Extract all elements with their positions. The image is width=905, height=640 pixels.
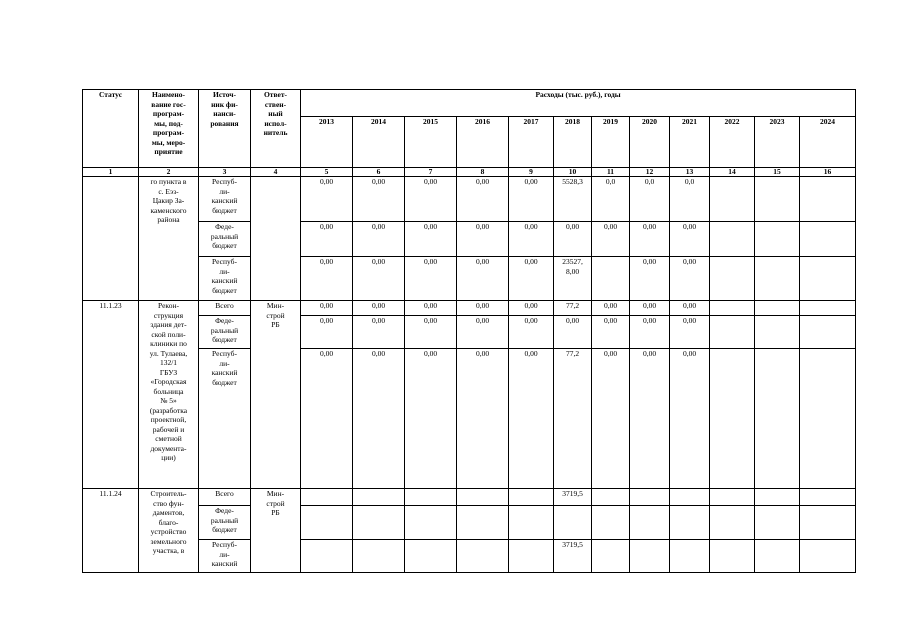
header-year: 2019 <box>592 117 630 168</box>
header-year: 2016 <box>457 117 509 168</box>
empty-cell <box>755 506 800 540</box>
value-cell: 0,00 <box>670 301 710 316</box>
value-cell: 0,00 <box>592 349 630 489</box>
empty-cell <box>710 301 755 316</box>
header-expenses: Расходы (тыс. руб.), годы <box>301 90 856 117</box>
table-row <box>83 301 856 316</box>
value-cell: 0,00 <box>630 222 670 257</box>
empty-cell <box>800 349 856 489</box>
value-cell: 0,00 <box>457 177 509 222</box>
value-cell <box>554 506 592 540</box>
value-cell: 0,00 <box>630 257 670 301</box>
value-cell <box>630 540 670 573</box>
header-year: 2013 <box>301 117 353 168</box>
column-number: 8 <box>457 168 509 177</box>
empty-cell <box>800 540 856 573</box>
empty-cell <box>800 222 856 257</box>
value-cell: 0,00 <box>554 316 592 349</box>
value-cell: 0,00 <box>630 316 670 349</box>
header-year: 2020 <box>630 117 670 168</box>
value-cell <box>405 506 457 540</box>
executor-cell <box>251 177 301 301</box>
value-cell: 0,0 <box>630 177 670 222</box>
value-cell: 0,00 <box>301 349 353 489</box>
status-cell <box>83 177 139 301</box>
column-number: 10 <box>554 168 592 177</box>
column-number: 14 <box>710 168 755 177</box>
empty-cell <box>710 349 755 489</box>
empty-cell <box>710 257 755 301</box>
executor-cell: Мин- строй РБ <box>251 489 301 573</box>
value-cell: 0,00 <box>554 222 592 257</box>
value-cell: 0,00 <box>405 257 457 301</box>
funding-source: Респуб- ли- канский бюджет <box>199 257 251 301</box>
value-cell <box>630 489 670 506</box>
column-number: 11 <box>592 168 630 177</box>
measure-name: го пункта в с. Еэз- Цакир За- каменского района <box>139 177 199 301</box>
value-cell: 3719,5 <box>554 489 592 506</box>
empty-cell <box>800 316 856 349</box>
table-row <box>83 257 856 301</box>
value-cell: 0,00 <box>592 222 630 257</box>
empty-cell <box>755 257 800 301</box>
value-cell: 0,00 <box>509 177 554 222</box>
table-row <box>83 489 856 506</box>
value-cell: 0,00 <box>457 257 509 301</box>
header-source: Источ- ник фи- нанси- рования <box>199 90 251 168</box>
value-cell: 0,00 <box>353 177 405 222</box>
funding-source: Респуб- ли- канский бюджет <box>199 349 251 489</box>
value-cell: 0,00 <box>509 257 554 301</box>
value-cell: 0,00 <box>301 177 353 222</box>
empty-cell <box>755 301 800 316</box>
value-cell: 0,00 <box>592 316 630 349</box>
empty-cell <box>800 506 856 540</box>
value-cell <box>670 506 710 540</box>
header-year: 2015 <box>405 117 457 168</box>
empty-cell <box>755 177 800 222</box>
empty-cell <box>800 489 856 506</box>
value-cell: 0,00 <box>592 301 630 316</box>
funding-source: Феде- ральный бюджет <box>199 222 251 257</box>
value-cell: 0,00 <box>670 257 710 301</box>
funding-source: Респуб- ли- канский бюджет <box>199 177 251 222</box>
funding-source: Всего <box>199 489 251 506</box>
value-cell <box>457 506 509 540</box>
value-cell: 3719,5 <box>554 540 592 573</box>
value-cell <box>457 489 509 506</box>
value-cell: 77,2 <box>554 301 592 316</box>
column-number: 2 <box>139 168 199 177</box>
value-cell: 0,00 <box>670 349 710 489</box>
empty-cell <box>710 177 755 222</box>
table-row <box>83 506 856 540</box>
value-cell: 0,00 <box>670 316 710 349</box>
value-cell <box>670 489 710 506</box>
value-cell <box>592 489 630 506</box>
empty-cell <box>755 316 800 349</box>
column-number: 7 <box>405 168 457 177</box>
empty-cell <box>710 222 755 257</box>
value-cell: 0,00 <box>301 316 353 349</box>
empty-cell <box>800 177 856 222</box>
empty-cell <box>710 489 755 506</box>
status-cell: 11.1.24 <box>83 489 139 573</box>
value-cell <box>353 506 405 540</box>
funding-source: Респуб- ли- канский <box>199 540 251 573</box>
column-number: 5 <box>301 168 353 177</box>
funding-source: Феде- ральный бюджет <box>199 506 251 540</box>
column-number: 13 <box>670 168 710 177</box>
value-cell <box>301 506 353 540</box>
funding-source: Феде- ральный бюджет <box>199 316 251 349</box>
value-cell: 0,00 <box>630 301 670 316</box>
value-cell <box>509 540 554 573</box>
header-year: 2018 <box>554 117 592 168</box>
value-cell <box>592 540 630 573</box>
value-cell: 0,00 <box>457 301 509 316</box>
value-cell: 0,00 <box>353 349 405 489</box>
budget-table <box>82 89 856 573</box>
value-cell: 0,00 <box>405 177 457 222</box>
value-cell: 0,00 <box>353 316 405 349</box>
value-cell: 0,00 <box>353 257 405 301</box>
value-cell: 0,00 <box>353 222 405 257</box>
measure-name: Строитель- ство фун- даментов, благо- устройство земельного участка, в <box>139 489 199 573</box>
value-cell: 0,00 <box>301 301 353 316</box>
empty-cell <box>755 349 800 489</box>
column-number: 12 <box>630 168 670 177</box>
value-cell: 0,00 <box>301 257 353 301</box>
table-row <box>83 222 856 257</box>
value-cell: 0,00 <box>509 301 554 316</box>
header-status: Статус <box>83 90 139 168</box>
empty-cell <box>755 540 800 573</box>
value-cell <box>405 540 457 573</box>
value-cell: 0,0 <box>592 177 630 222</box>
column-number: 3 <box>199 168 251 177</box>
value-cell: 0,00 <box>457 316 509 349</box>
value-cell: 0,00 <box>457 349 509 489</box>
value-cell <box>509 489 554 506</box>
header-year: 2024 <box>800 117 856 168</box>
value-cell <box>509 506 554 540</box>
value-cell: 77,2 <box>554 349 592 489</box>
value-cell: 0,00 <box>353 301 405 316</box>
value-cell <box>353 540 405 573</box>
table-row <box>83 349 856 489</box>
value-cell: 0,00 <box>509 316 554 349</box>
column-number: 6 <box>353 168 405 177</box>
value-cell: 0,00 <box>301 222 353 257</box>
header-year: 2023 <box>755 117 800 168</box>
table-row <box>83 540 856 573</box>
measure-name: Рекон- струкция здания дет- ской поли- клиники по ул. Тулаева, 132/1 ГБУЗ «Городская больница № 5» (разработка проектной, рабочей и сметной документа- ции) <box>139 301 199 489</box>
header-year: 2014 <box>353 117 405 168</box>
header-year: 2017 <box>509 117 554 168</box>
empty-cell <box>710 506 755 540</box>
empty-cell <box>800 257 856 301</box>
empty-cell <box>710 316 755 349</box>
value-cell <box>301 489 353 506</box>
value-cell <box>592 257 630 301</box>
value-cell: 0,00 <box>509 349 554 489</box>
status-cell: 11.1.23 <box>83 301 139 489</box>
value-cell: 0,00 <box>670 222 710 257</box>
header-year: 2021 <box>670 117 710 168</box>
table-row <box>83 177 856 222</box>
value-cell: 0,00 <box>630 349 670 489</box>
column-number: 1 <box>83 168 139 177</box>
value-cell: 0,00 <box>405 222 457 257</box>
header-year: 2022 <box>710 117 755 168</box>
funding-source: Всего <box>199 301 251 316</box>
header-name: Наимено- вание гос- програм- мы, под- програм- мы, меро- приятие <box>139 90 199 168</box>
empty-cell <box>710 540 755 573</box>
empty-cell <box>755 222 800 257</box>
value-cell <box>457 540 509 573</box>
column-number: 16 <box>800 168 856 177</box>
value-cell: 5528,3 <box>554 177 592 222</box>
empty-cell <box>755 489 800 506</box>
empty-cell <box>800 301 856 316</box>
value-cell <box>630 506 670 540</box>
value-cell <box>301 540 353 573</box>
header-executor: Ответ- ствен- ный испол- нитель <box>251 90 301 168</box>
table-row <box>83 316 856 349</box>
column-number: 9 <box>509 168 554 177</box>
column-number: 4 <box>251 168 301 177</box>
value-cell: 23527, 8,00 <box>554 257 592 301</box>
value-cell <box>592 506 630 540</box>
value-cell: 0,0 <box>670 177 710 222</box>
value-cell: 0,00 <box>405 349 457 489</box>
value-cell: 0,00 <box>509 222 554 257</box>
value-cell <box>670 540 710 573</box>
value-cell: 0,00 <box>405 301 457 316</box>
column-number: 15 <box>755 168 800 177</box>
value-cell: 0,00 <box>457 222 509 257</box>
executor-cell: Мин- строй РБ <box>251 301 301 489</box>
value-cell <box>405 489 457 506</box>
value-cell <box>353 489 405 506</box>
value-cell: 0,00 <box>405 316 457 349</box>
